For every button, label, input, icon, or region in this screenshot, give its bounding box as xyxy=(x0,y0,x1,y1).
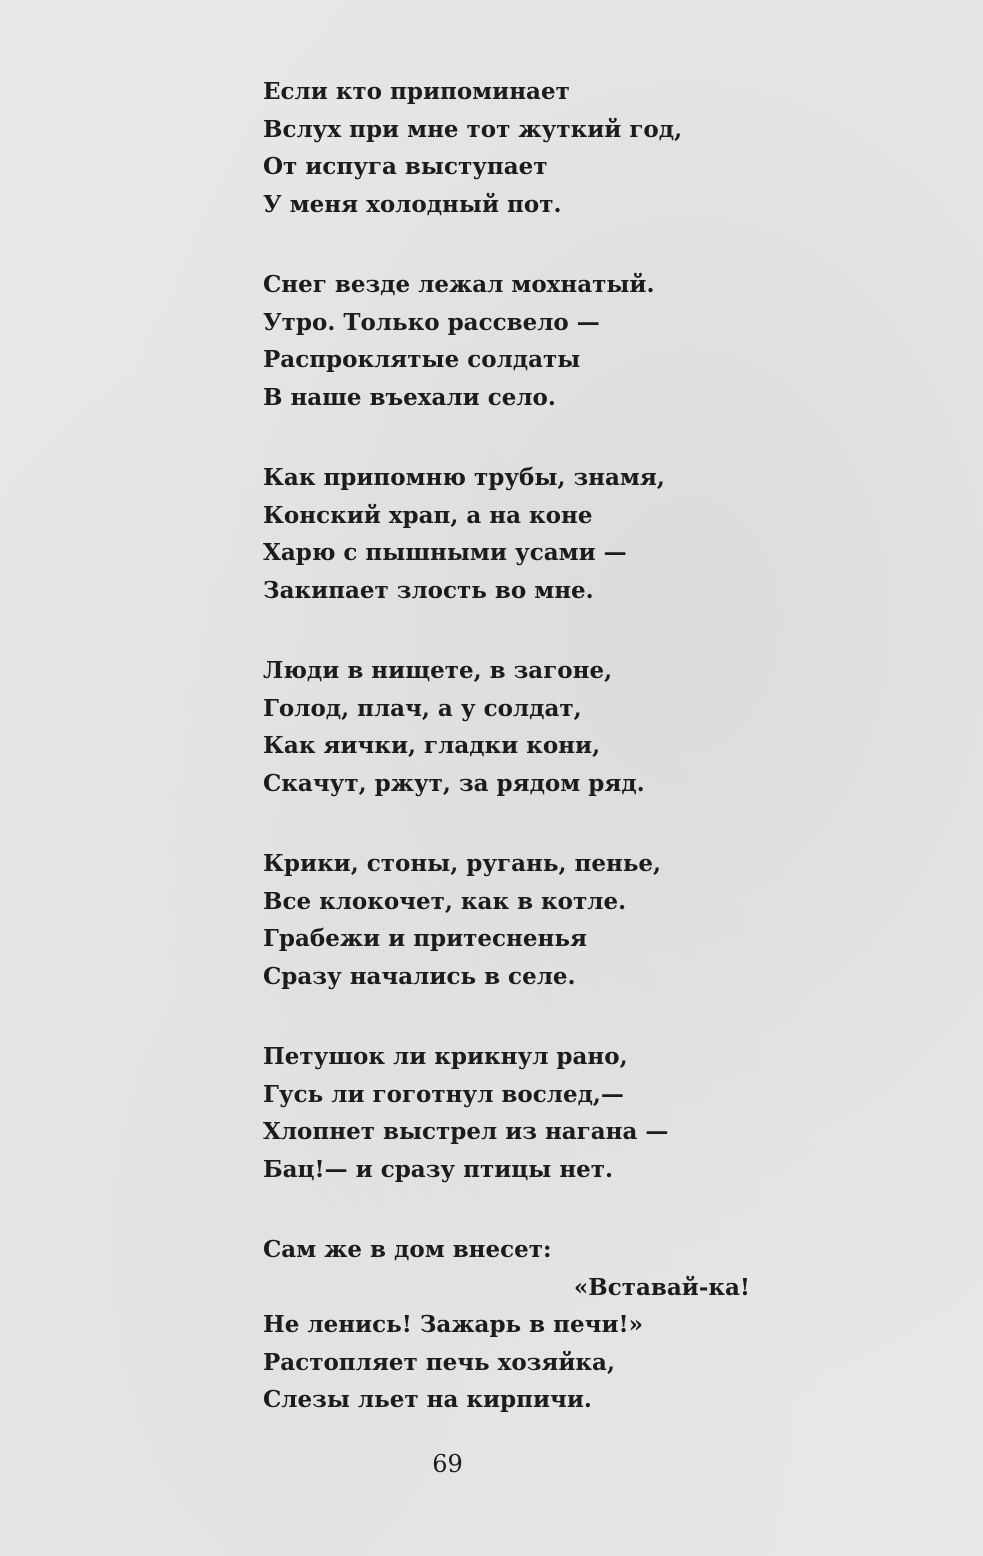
stanza-4 xyxy=(263,652,763,802)
poem-line: Сразу начались в селе. xyxy=(263,962,576,990)
poem-line: Закипает злость во мне. xyxy=(263,576,594,604)
poem-line: Снег везде лежал мохнатый. xyxy=(263,271,655,298)
poem-line: Крики, стоны, ругань, пенье, xyxy=(263,850,662,877)
stanza-2 xyxy=(263,266,763,416)
poem-line: Грабежи и притесненья xyxy=(263,925,587,952)
poem-line: Растопляет печь хозяйка, xyxy=(263,1348,615,1376)
poem-line: От испуга выступает xyxy=(263,153,548,180)
poem-line: Сам же в дом внесет: xyxy=(263,1236,552,1263)
poem-line: Петушок ли крикнул рано, xyxy=(263,1043,628,1070)
poem-line: Утро. Только рассвело — xyxy=(263,308,600,336)
poem-line: Если кто припоминает xyxy=(263,78,570,105)
poem-line: Люди в нищете, в загоне, xyxy=(263,657,613,684)
stanza-7 xyxy=(263,1231,763,1419)
poem-line: Гусь ли гоготнул вослед,— xyxy=(263,1080,624,1108)
poem-line: Скачут, ржут, за рядом ряд. xyxy=(263,769,645,797)
poem-line: У меня холодный пот. xyxy=(263,190,562,218)
poem-line: Конский храп, а на коне xyxy=(263,501,593,529)
poem-line: Харю с пышными усами — xyxy=(263,539,627,566)
stanza-5 xyxy=(263,845,763,995)
poem-line: Бац!— и сразу птицы нет. xyxy=(263,1155,614,1183)
stanza-1 xyxy=(263,73,763,223)
poem-line: Как яички, гладки кони, xyxy=(263,732,601,759)
poem-line: Хлопнет выстрел из нагана — xyxy=(263,1118,669,1145)
poem-line-indented: «Вставай-ка! xyxy=(573,1273,750,1301)
poem-line: Не ленись! Зажарь в печи!» xyxy=(263,1311,643,1338)
poem-line: Голод, плач, а у солдат, xyxy=(263,694,582,722)
poem-line: Слезы льет на кирпичи. xyxy=(263,1386,592,1413)
page-number: 69 xyxy=(432,1450,463,1478)
poem-text xyxy=(263,73,763,1462)
poem-line: Все клокочет, как в котле. xyxy=(263,887,627,915)
poem-line: Распроклятые солдаты xyxy=(263,346,581,373)
stanza-3 xyxy=(263,459,763,609)
poem-line: Как припомню трубы, знамя, xyxy=(263,464,665,491)
poem-line: В наше въехали село. xyxy=(263,383,556,411)
poem-line: Вслух при мне тот жуткий год, xyxy=(263,115,683,143)
stanza-6 xyxy=(263,1038,763,1188)
